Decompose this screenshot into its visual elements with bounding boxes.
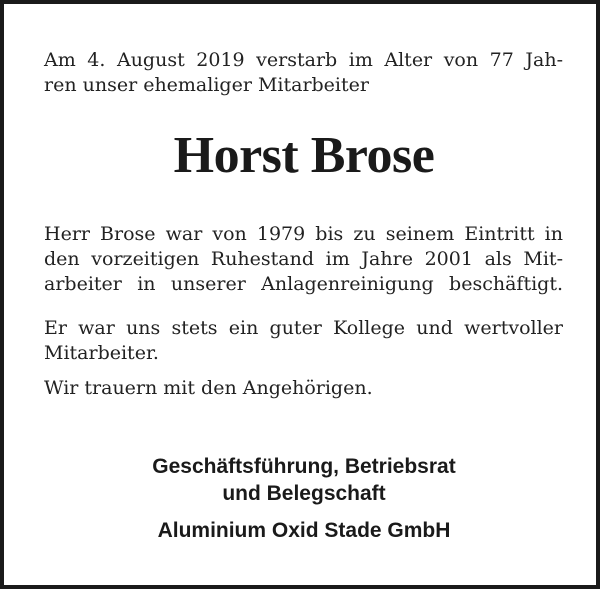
paragraph-2-line-2: Mitarbeiter.: [44, 342, 159, 364]
deceased-name: Horst Brose: [173, 127, 435, 184]
intro-line-2: ren unser ehemaliger Mitarbeiter: [44, 74, 369, 96]
signature-line-1: Geschäftsführung, Betriebsrat: [152, 455, 456, 478]
paragraph-3: Wir trauern mit den Angehörigen.: [44, 377, 373, 399]
signature-line-2: und Belegschaft: [222, 482, 386, 505]
paragraph-1-line-3: arbeiter in unserer Anlagenreinigung beschäftigt.: [44, 273, 563, 295]
paragraph-2-line-1: Er war uns stets ein guter Kollege und wertvoller: [44, 317, 563, 339]
paragraph-1-line-1: Herr Brose war von 1979 bis zu seinem Eintritt in: [44, 223, 563, 245]
company-name: Aluminium Oxid Stade GmbH: [157, 519, 451, 542]
intro-line-1: Am 4. August 2019 verstarb im Alter von 77 Jah-: [44, 49, 563, 71]
paragraph-1-line-2: den vorzeitigen Ruhestand im Jahre 2001 als Mit-: [44, 248, 563, 270]
